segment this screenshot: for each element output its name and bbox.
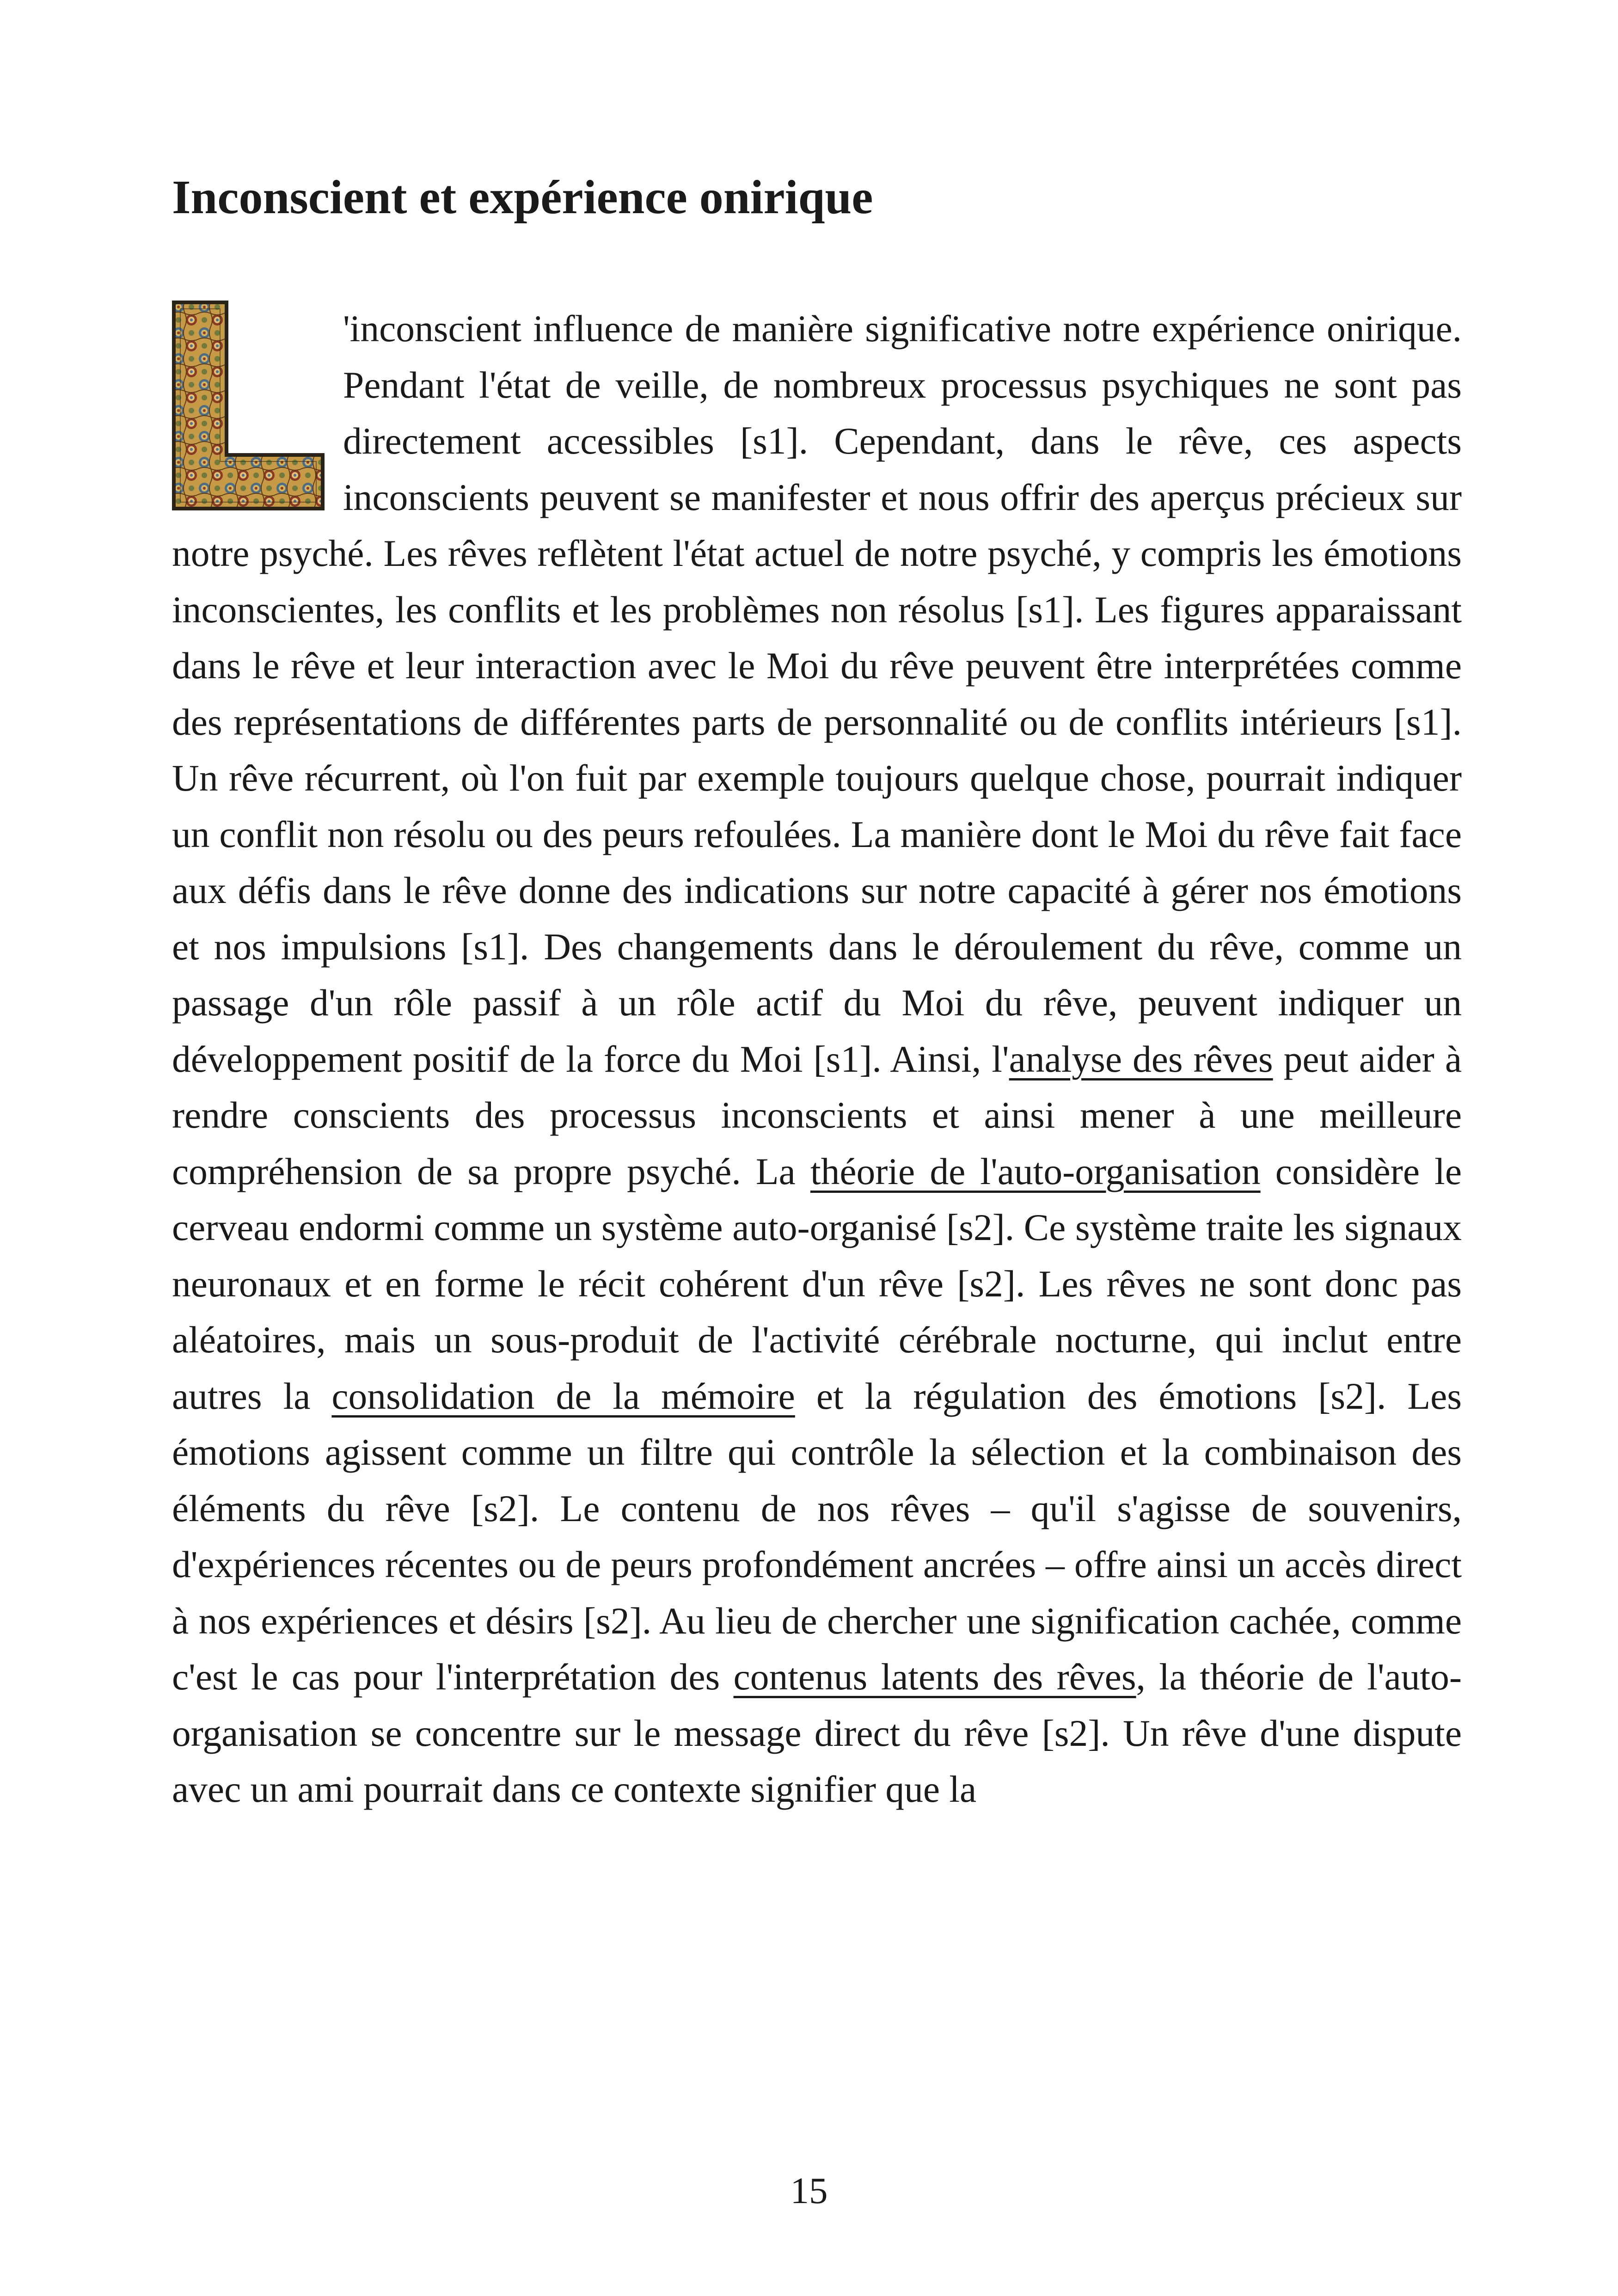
drop-cap-l-icon <box>172 301 325 510</box>
body-text-flow <box>172 307 1462 1810</box>
body-text-segment: considère le cerveau endormi comme un système auto-organisé [s2]. Ce système traite les signaux neuronaux et en forme le récit cohérent d'un rêve [s2]. Les rêves ne sont donc pas aléatoires, mais un sous-produit de l'activité cérébrale nocturne, qui inclut entre autres la <box>172 1150 1462 1417</box>
body-text-segment: 'inconscient influence de manière significative notre expérience onirique. Pendant l'état de veille, de nombreux processus psychiques ne sont pas directement accessibles [s1]. Cependant, dans le rêve, ces aspects inconscients peuvent se manifester et nous offrir des aperçus précieux sur notre psyché. Les rêves reflètent l'état actuel de notre psyché, y compris les émotions inconscientes, les conflits et les problèmes non résolus [s1]. Les figures apparaissant dans le rêve et leur interaction avec le Moi du rêve peuvent être interprétées comme des représentations de différentes parts de personnalité ou de conflits intérieurs [s1]. Un rêve récurrent, où l'on fuit par exemple toujours quelque chose, pourrait indiquer un conflit non résolu ou des peurs refoulées. La manière dont le Moi du rêve fait face aux défis dans le rêve donne des indications sur notre capacité à gérer nos émotions et nos impulsions [s1]. Des changements dans le déroulement du rêve, comme un passage d'un rôle passif à un rôle actif du Moi du rêve, peuvent indiquer un développement positif de la force du Moi [s1]. Ainsi, l' <box>172 307 1462 1080</box>
body-text-segment: , la théorie de l'auto-organisation se concentre sur le message direct du rêve [s2]. Un rêve d'une dispute avec un ami pourrait dans ce contexte signifier que la <box>172 1656 1462 1810</box>
cross-reference-link[interactable]: analyse des rêves <box>1009 1037 1273 1080</box>
cross-reference-link[interactable]: consolidation de la mémoire <box>331 1375 795 1417</box>
body-paragraph <box>172 301 1462 1817</box>
body-text-segment: et la régulation des émotions [s2]. Les émotions agissent comme un filtre qui contrôle la sélection et la combinaison des éléments du rêve [s2]. Le contenu de nos rêves – qu'il s'agisse de souvenirs, d'expériences récentes ou de peurs profondément ancrées – offre ainsi un accès direct à nos expériences et désirs [s2]. Au lieu de chercher une signification cachée, comme c'est le cas pour l'interprétation des <box>172 1375 1462 1698</box>
page-number: 15 <box>790 2170 828 2211</box>
chapter-title: Inconscient et expérience onirique <box>172 171 873 224</box>
body-text-segment: peut aider à rendre conscients des processus inconscients et ainsi mener à une meilleure compréhension de sa propre psyché. La <box>172 1037 1462 1192</box>
cross-reference-link[interactable]: contenus latents des rêves <box>733 1656 1136 1698</box>
cross-reference-link[interactable]: théorie de l'auto-organisation <box>810 1150 1261 1192</box>
